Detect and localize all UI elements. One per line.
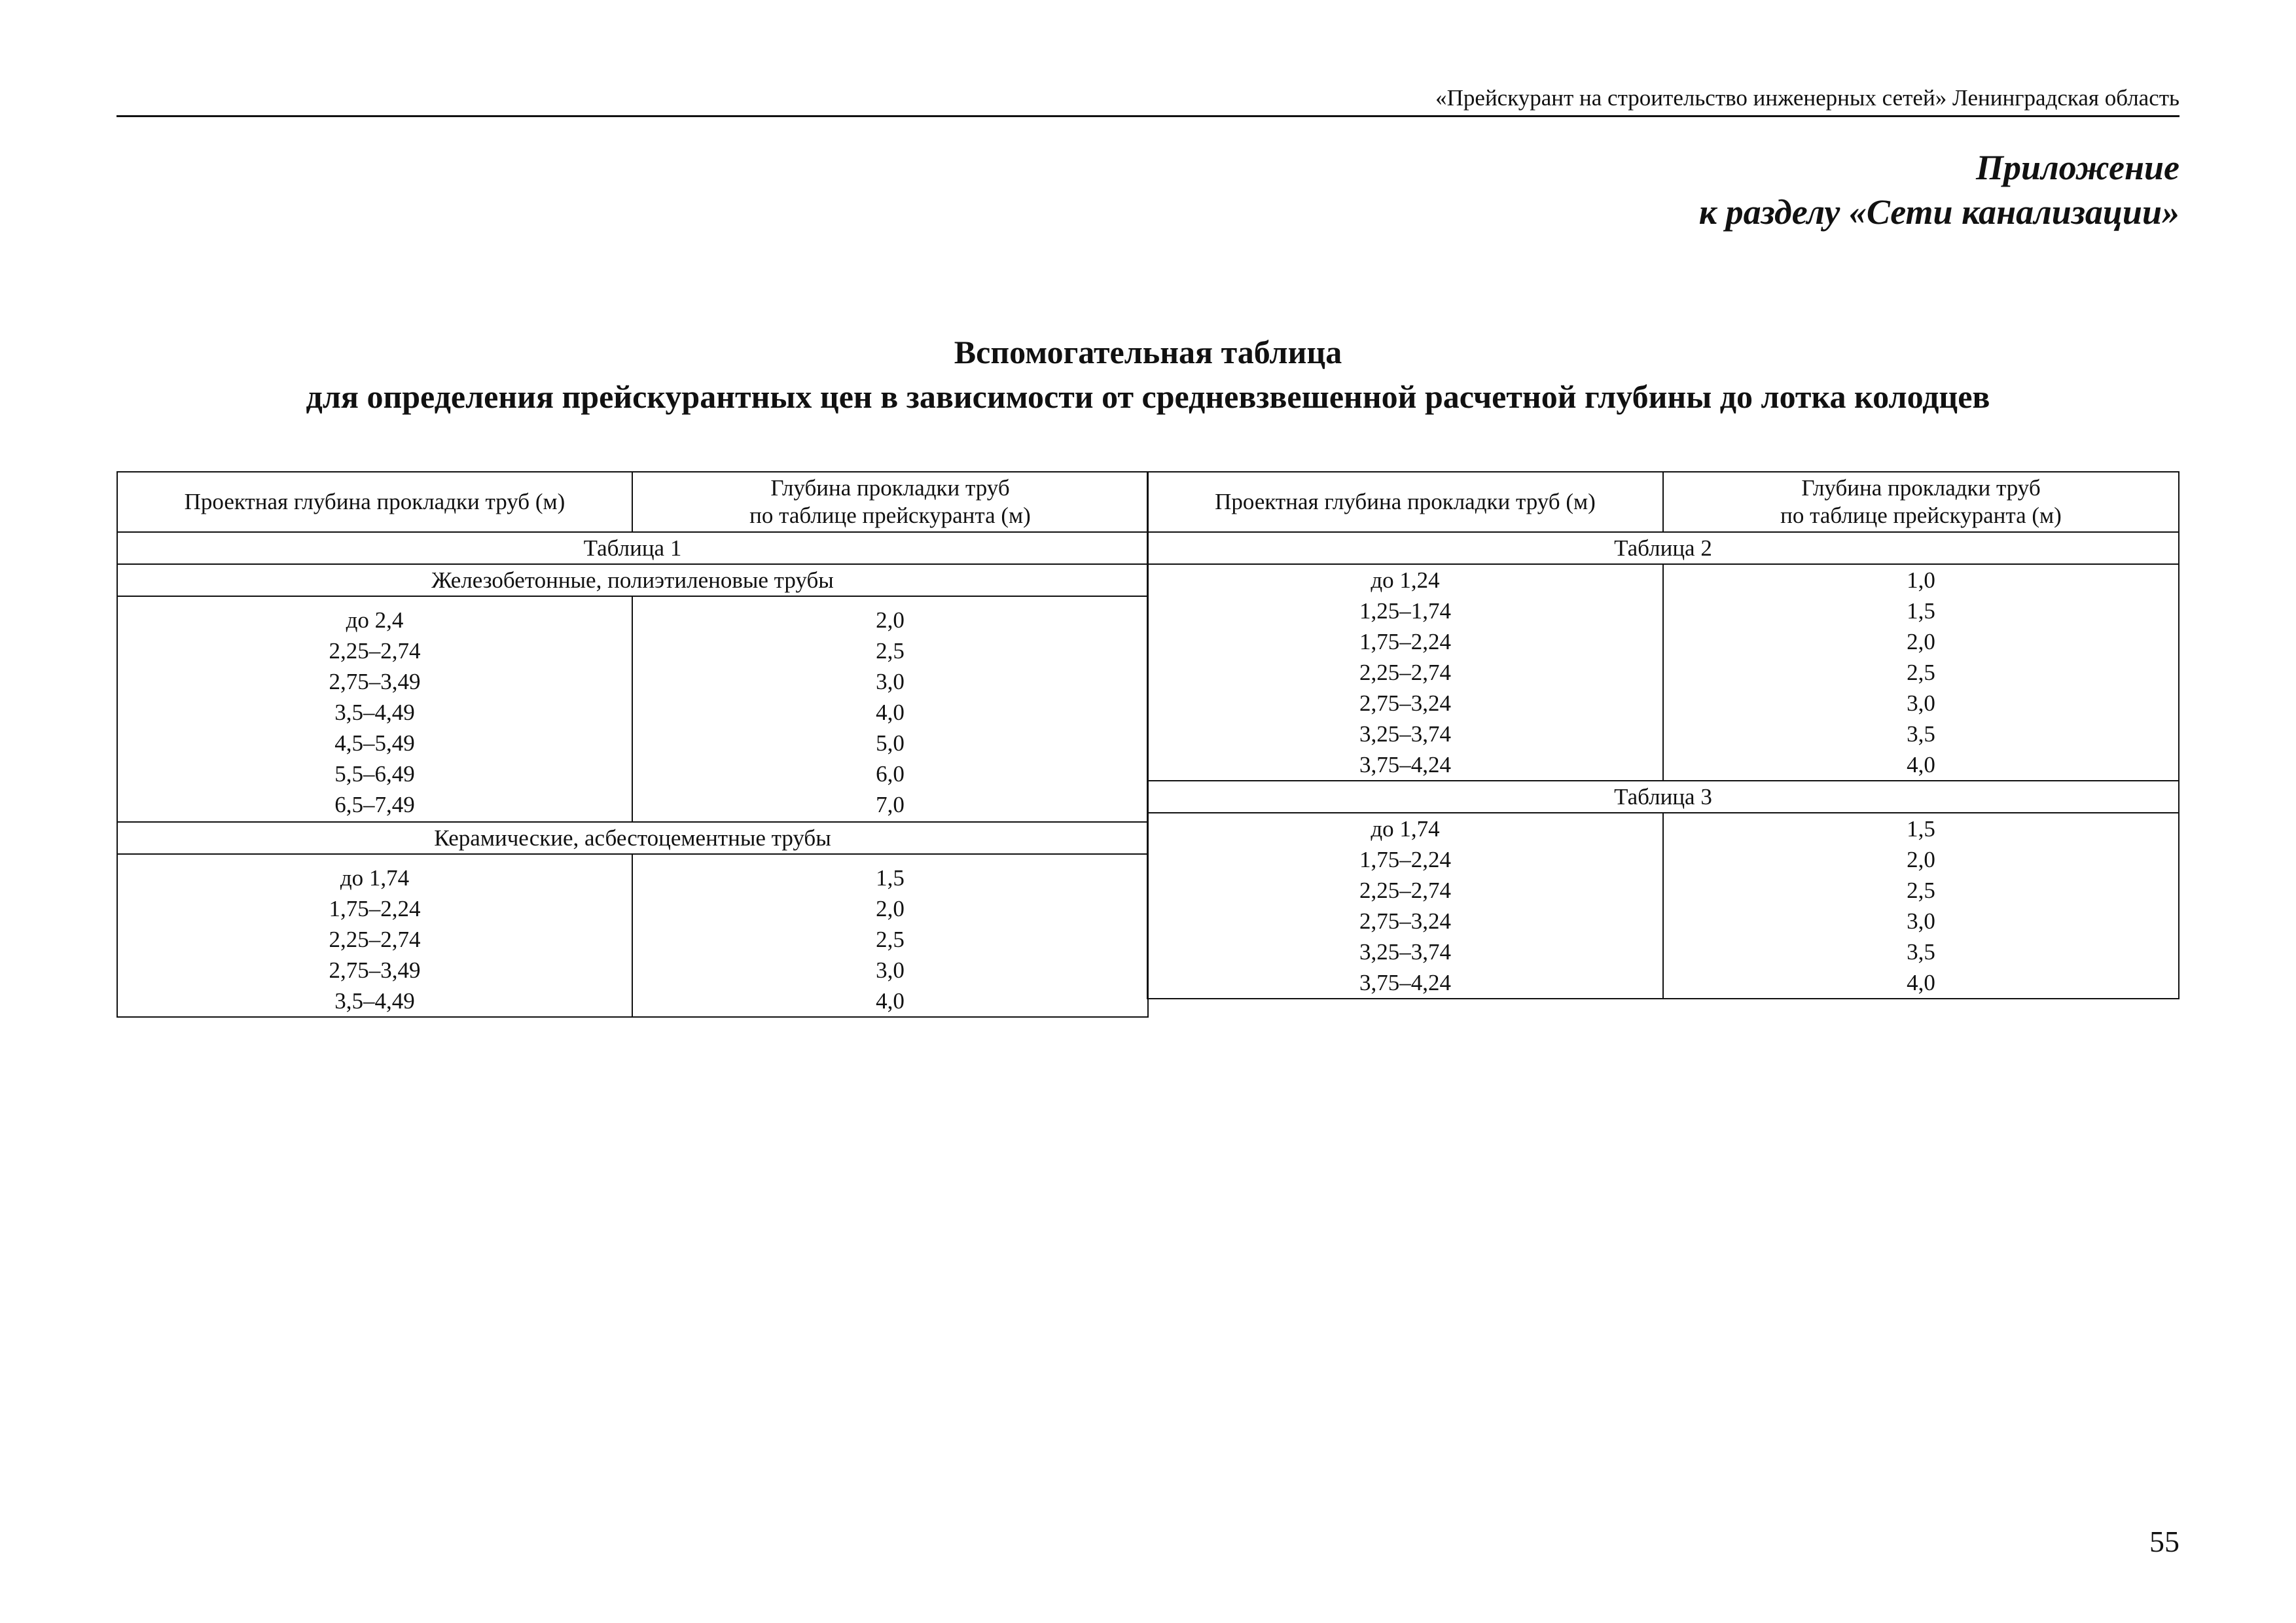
document-title [117,330,2179,419]
list-item: 2,25–2,74 [329,927,421,952]
list-item: 4,0 [1907,970,1935,995]
group-title-row [117,564,1148,596]
right-header-row [1147,472,2179,532]
running-header: «Прейскурант на строительство инженерных сетей» Ленинградская область [1435,85,2179,111]
list-item: 6,0 [876,761,905,787]
group-title-row [117,822,1148,854]
list-item: 2,75–3,24 [1359,690,1451,716]
list-item: 4,0 [876,988,905,1014]
table-1-caption: Таблица 1 [117,532,1148,564]
appendix-line-1: Приложение [1975,148,2179,187]
column-header-line: Глубина прокладки труб [1801,475,2041,501]
list-item: 4,0 [876,700,905,725]
list-item: 3,5 [1907,721,1935,747]
group-title-ceramic: Керамические, асбестоцементные трубы [117,822,1148,854]
list-item: 1,5 [1907,816,1935,842]
left-header-row [117,472,1148,532]
design-depth-cell [117,854,632,1017]
list-item: 5,5–6,49 [334,761,415,787]
list-item: 2,5 [1907,878,1935,903]
design-depth-cell [1147,564,1663,781]
design-depth-cell [1147,813,1663,999]
list-item: 1,0 [1907,567,1935,593]
table-2-caption: Таблица 2 [1147,532,2179,564]
table-1-panel [117,471,1149,1018]
list-item: 3,75–4,24 [1359,752,1451,777]
list-item: 3,0 [1907,690,1935,716]
list-item: 2,0 [876,896,905,921]
list-item: 1,25–1,74 [1359,598,1451,624]
list-item: 1,75–2,24 [1359,847,1451,872]
header-rule [117,115,2179,117]
list-item: 2,5 [876,927,905,952]
design-depth-cell [117,596,632,822]
table-2-values-row [1147,564,2179,781]
list-item: 2,25–2,74 [329,638,421,664]
list-item: 3,25–3,74 [1359,721,1451,747]
list-item: 2,5 [876,638,905,664]
list-item: 1,5 [876,865,905,891]
column-header-label: Проектная глубина прокладки труб (м) [1215,489,1596,514]
appendix-line-2: к разделу «Сети канализации» [1698,192,2179,232]
list-item: 2,0 [1907,847,1935,872]
price-depth-cell [632,854,1148,1017]
list-item: 2,0 [876,607,905,633]
list-item: 2,75–3,49 [329,669,421,694]
column-header-design-depth [1147,472,1663,532]
table-3-values-row [1147,813,2179,999]
list-item: 2,25–2,74 [1359,878,1451,903]
list-item: до 2,4 [346,607,404,633]
list-item: до 1,74 [340,865,410,891]
column-header-label: Проектная глубина прокладки труб (м) [184,489,565,514]
table-caption-row [1147,781,2179,813]
column-header-line: по таблице прейскуранта (м) [1780,503,2062,528]
list-item: 1,75–2,24 [1359,629,1451,654]
group-values-row [117,596,1148,822]
list-item: 3,0 [876,669,905,694]
list-item: 3,5–4,49 [334,700,415,725]
list-item: 2,5 [1907,660,1935,685]
list-item: 3,0 [1907,908,1935,934]
list-item: 1,75–2,24 [329,896,421,921]
column-header-price-depth [632,472,1148,532]
list-item: 2,75–3,49 [329,957,421,983]
column-header-line: Глубина прокладки труб [770,475,1010,501]
price-depth-cell [632,596,1148,822]
column-header-price-depth [1663,472,2179,532]
list-item: 4,0 [1907,752,1935,777]
list-item: 2,25–2,74 [1359,660,1451,685]
table-caption-row [117,532,1148,564]
appendix-heading [1699,145,2179,234]
group-values-row [117,854,1148,1017]
list-item: 2,75–3,24 [1359,908,1451,934]
list-item: 3,5 [1907,939,1935,965]
list-item: 3,0 [876,957,905,983]
list-item: 4,5–5,49 [334,730,415,756]
list-item: 7,0 [876,792,905,817]
list-item: 3,75–4,24 [1359,970,1451,995]
table-2-3-panel [1147,471,2179,999]
page-number: 55 [2149,1525,2179,1558]
table-caption-row [1147,532,2179,564]
list-item: до 1,24 [1371,567,1440,593]
column-header-line: по таблице прейскуранта (м) [749,503,1031,528]
list-item: 5,0 [876,730,905,756]
list-item: 6,5–7,49 [334,792,415,817]
list-item: 2,0 [1907,629,1935,654]
group-title-reinforced-concrete: Железобетонные, полиэтиленовые трубы [117,564,1148,596]
table-3-caption: Таблица 3 [1147,781,2179,813]
list-item: до 1,74 [1371,816,1440,842]
list-item: 3,5–4,49 [334,988,415,1014]
list-item: 1,5 [1907,598,1935,624]
title-line-1: Вспомогательная таблица [954,334,1342,370]
price-depth-cell [1663,564,2179,781]
column-header-design-depth [117,472,632,532]
list-item: 3,25–3,74 [1359,939,1451,965]
price-depth-cell [1663,813,2179,999]
title-line-2: для определения прейскурантных цен в зависимости от средневзвешенной расчетной глубины до лотка колодцев [306,378,1990,415]
